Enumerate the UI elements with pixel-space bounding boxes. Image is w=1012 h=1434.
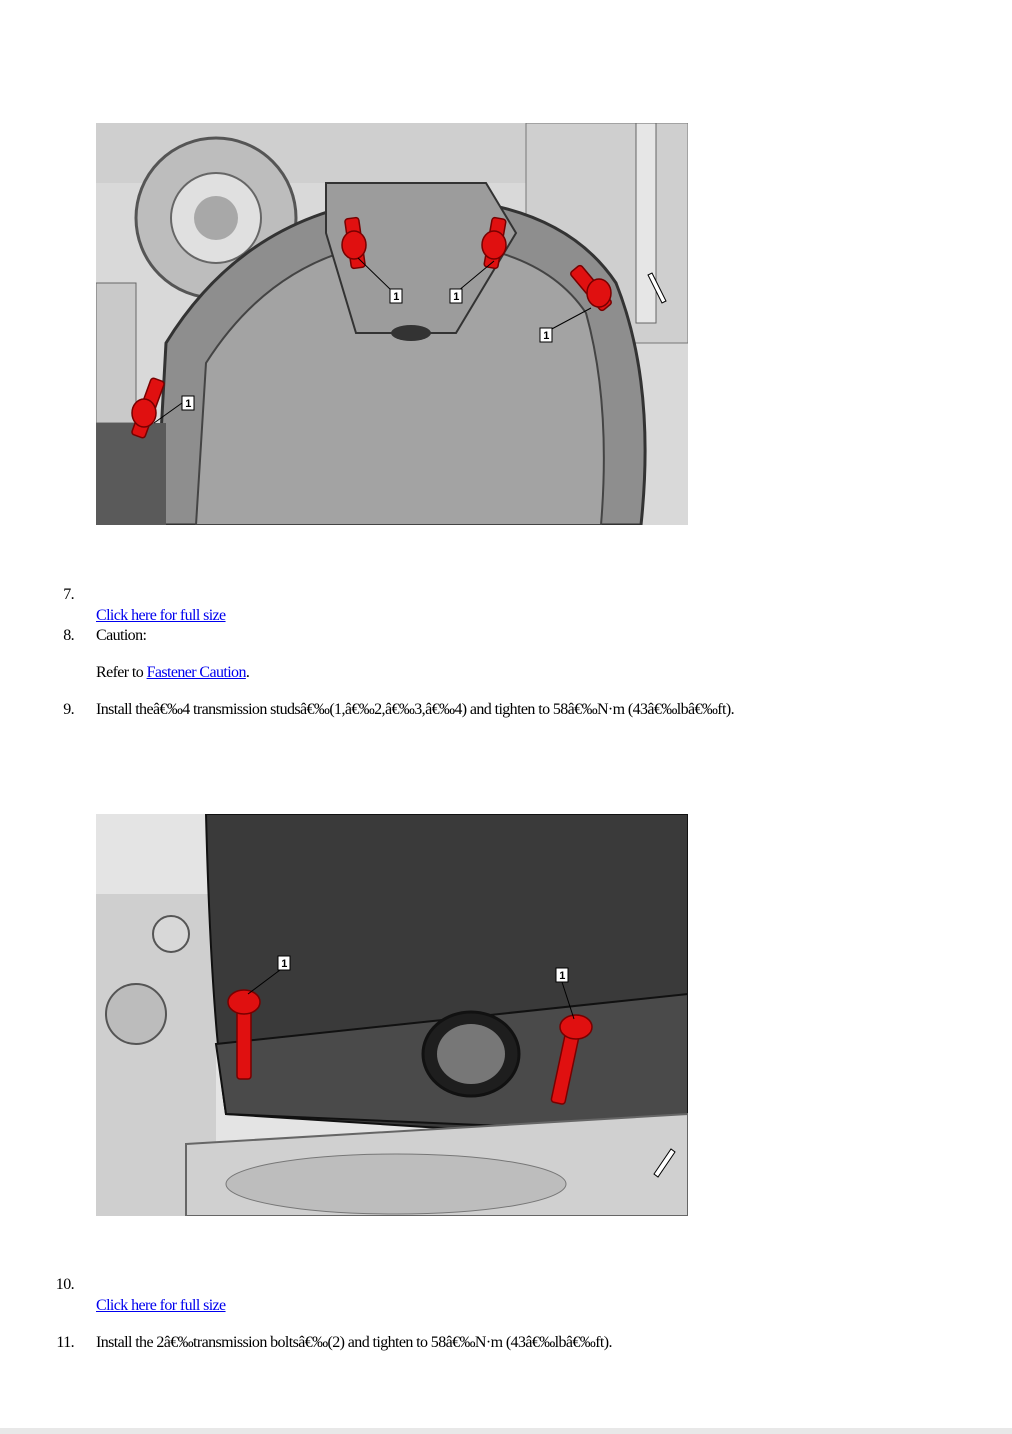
callout-1d [182, 396, 194, 410]
refer-line: Refer to Fastener Caution. [96, 664, 250, 681]
step-number: 10. [55, 1276, 74, 1293]
svg-text:1: 1 [559, 970, 565, 982]
callout-1a [390, 289, 402, 303]
callout-2a [278, 956, 290, 970]
transmission-bolts-illustration [96, 814, 688, 1216]
transmission-studs-illustration [96, 123, 688, 525]
svg-text:1: 1 [543, 330, 549, 342]
step-number: 8. [63, 627, 74, 644]
callout-1c [540, 328, 552, 342]
studs-diagram [96, 123, 688, 525]
step-number: 7. [63, 586, 74, 603]
step-number: 9. [63, 701, 74, 718]
step-number: 11. [56, 1334, 74, 1351]
svg-text:1: 1 [393, 291, 399, 303]
caution-label: Caution: [96, 627, 147, 644]
svg-text:1: 1 [281, 958, 287, 970]
page-bottom-edge [0, 1428, 1012, 1434]
svg-text:1: 1 [453, 291, 459, 303]
bolts-diagram [96, 814, 688, 1216]
svg-text:1: 1 [185, 398, 191, 410]
full-size-link[interactable]: Click here for full size [96, 607, 226, 624]
step-instruction: Install theâ€‰4 transmission studsâ€‰(1,â€‰2,â€‰3,â€‰4) and tighten to 58â€‰N·m (43â€‰lbâ€‰ft). [96, 701, 734, 718]
full-size-link[interactable]: Click here for full size [96, 1297, 226, 1314]
callout-1b [450, 289, 462, 303]
fastener-caution-link[interactable]: Fastener Caution [146, 664, 246, 681]
step-instruction: Install the 2â€‰transmission boltsâ€‰(2) and tighten to 58â€‰N·m (43â€‰lbâ€‰ft). [96, 1334, 612, 1351]
callout-2b [556, 968, 568, 982]
